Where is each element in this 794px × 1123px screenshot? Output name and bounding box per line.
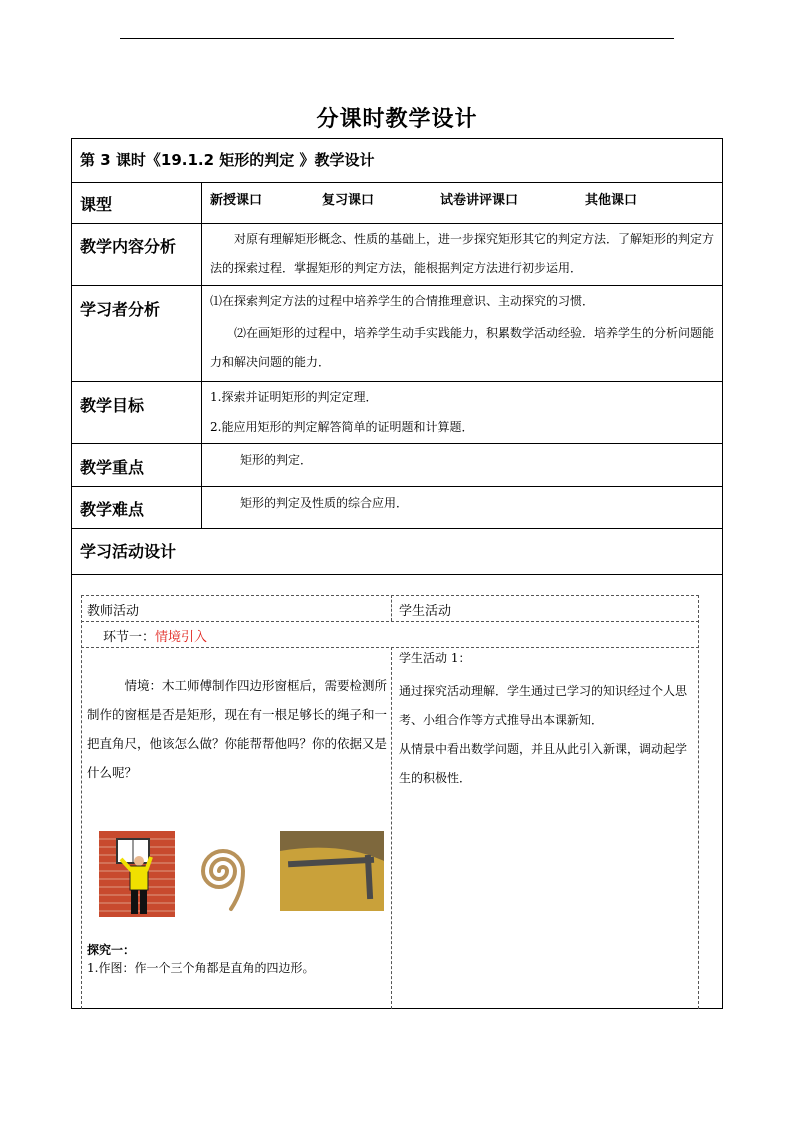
section-prefix: 环节一： <box>103 630 156 645</box>
content-analysis-label: 教学内容分析 <box>80 237 177 256</box>
student-activity-header: 学生活动 <box>399 604 452 619</box>
row-divider <box>72 381 722 382</box>
student-activity-title: 学生活动 1： <box>399 651 471 665</box>
dashed-border <box>81 621 699 622</box>
student-activity-p2: 从情景中看出数学问题，并且从此引入新课，调动起学生的积极性． <box>399 742 688 785</box>
course-type-option[interactable]: 其他课口 <box>585 193 638 208</box>
row-divider <box>72 486 722 487</box>
header-rule <box>120 38 674 39</box>
course-type-option[interactable]: 新授课口 <box>210 193 263 208</box>
dashed-border <box>698 595 699 1009</box>
lesson-plan-table <box>71 138 723 1009</box>
row-divider <box>72 528 722 529</box>
row-divider <box>72 574 722 575</box>
row-divider <box>72 443 722 444</box>
teacher-scenario-text: 情境：木工师傅制作四边形窗框后，需要检测所制作的窗框是否是矩形，现在有一根足够长的绳子和一把直角尺，他该怎么做？你能帮帮他吗？你的依据又是什么呢？ <box>87 678 388 780</box>
row-divider <box>72 285 722 286</box>
section-heading <box>103 626 207 645</box>
key-point-text: 矩形的判定． <box>240 453 313 467</box>
teacher-activity-header: 教师活动 <box>87 604 140 619</box>
learner-analysis-label: 学习者分析 <box>80 300 161 319</box>
dashed-border <box>391 595 392 621</box>
section-name: 情境引入 <box>155 630 208 645</box>
objective-item: 1.探索并证明矩形的判定定理． <box>210 390 378 404</box>
page-title: 分课时教学设计 <box>316 106 478 132</box>
column-divider <box>201 182 202 529</box>
rope-image <box>188 831 258 917</box>
course-type-label: 课型 <box>80 195 113 214</box>
dashed-border <box>81 647 699 648</box>
dashed-border <box>391 647 392 1009</box>
key-point-label: 教学重点 <box>80 458 145 477</box>
objective-item: 2.能应用矩形的判定解答简单的证明题和计算题． <box>210 420 474 434</box>
lesson-title: 第 3 课时《19.1.2 矩形的判定 》教学设计 <box>80 151 375 169</box>
learner-analysis-p1: ⑴在探索判定方法的过程中培养学生的合情推理意识、主动探究的习惯． <box>210 294 595 308</box>
student-activity-p1: 通过探究活动理解．学生通过已学习的知识经过个人思考、小组合作等方式推导出本课新知． <box>399 684 688 727</box>
difficulty-label: 教学难点 <box>80 500 145 519</box>
objectives-label: 教学目标 <box>80 396 145 415</box>
activity-design-label: 学习活动设计 <box>80 542 177 561</box>
course-type-option[interactable]: 复习课口 <box>322 193 375 208</box>
learner-analysis-p2: ⑵在画矩形的过程中，培养学生动手实践能力，积累数学活动经验．培养学生的分析问题能力和解决问题的能力． <box>210 326 715 369</box>
explore-item: 1.作图：作一个三个角都是直角的四边形。 <box>87 961 315 975</box>
row-divider <box>72 223 722 224</box>
course-type-option[interactable]: 试卷讲评课口 <box>440 193 519 208</box>
dashed-border <box>81 595 82 1009</box>
explore-title: 探究一： <box>87 943 136 957</box>
dashed-border <box>81 595 699 596</box>
square-ruler-image <box>280 831 384 911</box>
row-divider <box>72 182 722 183</box>
content-analysis-text: 对原有理解矩形概念、性质的基础上，进一步探究矩形其它的判定方法．了解矩形的判定方法的探索过程．掌握矩形的判定方法，能根据判定方法进行初步运用． <box>210 232 715 275</box>
difficulty-text: 矩形的判定及性质的综合应用． <box>240 496 409 510</box>
activity-table <box>81 595 699 1009</box>
worker-window-image <box>99 831 175 917</box>
